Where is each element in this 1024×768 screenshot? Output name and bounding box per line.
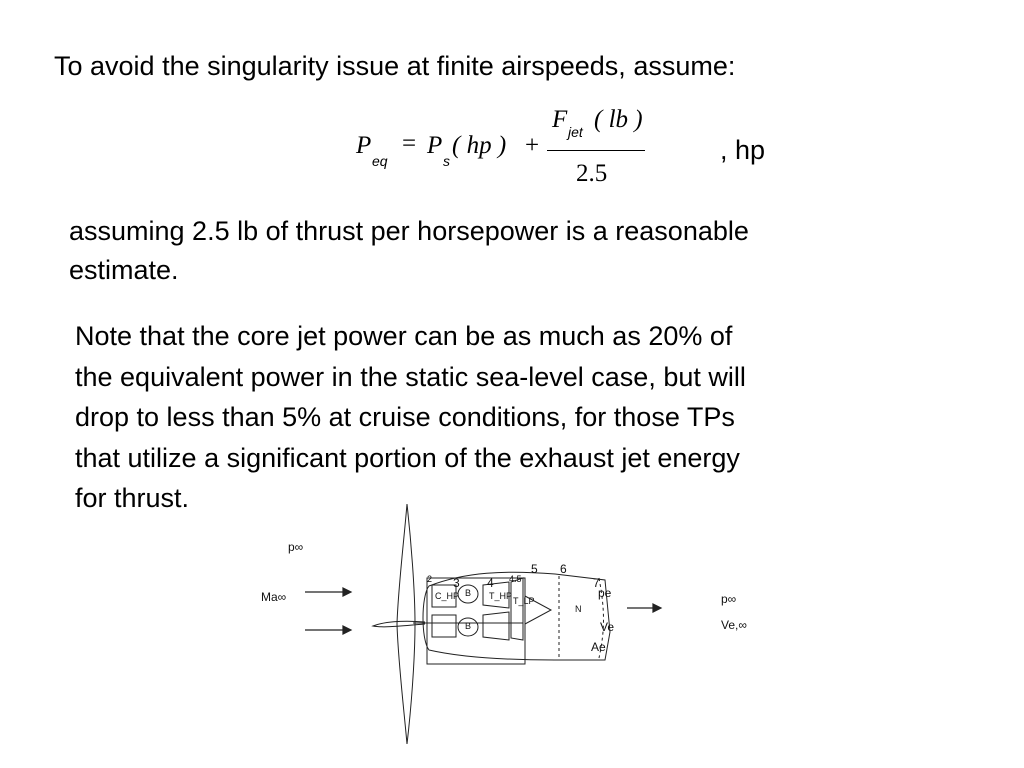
assumption-text [69, 212, 749, 290]
freestream-mach-label: Ma∞ [261, 590, 287, 604]
burner-top-label: B [465, 588, 472, 598]
far-field-velocity-label: Ve,∞ [721, 618, 747, 632]
station-label: 4.5 [509, 574, 522, 584]
equation-unit: , hp [720, 135, 766, 165]
lp-turbine-label: T_LP [513, 596, 535, 606]
turboprop-schematic [255, 500, 775, 748]
station-label: 7 [593, 576, 600, 590]
note-line: drop to less than 5% at cruise conditions, for those TPs [75, 402, 735, 432]
intro-text: To avoid the singularity issue at finite airspeeds, assume: [54, 51, 736, 81]
station-label: 5 [531, 562, 538, 576]
lower-turbine-shape [483, 612, 509, 640]
station-label: 6 [560, 562, 567, 576]
note-text [75, 316, 746, 519]
eq-equals: = [402, 130, 417, 157]
burner-bottom-label: B [465, 621, 472, 631]
turboprop-diagram [255, 500, 775, 748]
inflow-arrowhead-bottom [343, 626, 351, 634]
compressor-label: C_HP [435, 591, 460, 601]
note-line: for thrust. [75, 483, 190, 513]
station-label: 4 [487, 576, 494, 590]
propeller-blade [397, 504, 415, 744]
freestream-pressure-label: p∞ [288, 540, 304, 554]
eq-ps-argument: ( hp ) [452, 132, 507, 159]
exit-area-label: Ae [591, 640, 606, 654]
hp-turbine-label: T_HP [489, 591, 513, 601]
assumption-line: estimate. [69, 255, 179, 285]
note-line: Note that the core jet power can be as much as 20% of [75, 321, 733, 351]
eq-plus: + [525, 132, 540, 159]
assumption-line: assuming 2.5 lb of thrust per horsepower is a reasonable [69, 216, 749, 246]
eq-numerator-argument: ( lb ) [594, 106, 643, 133]
eq-denominator: 2.5 [576, 160, 608, 187]
station-label: 3 [453, 576, 460, 590]
lp-turbine-shape [511, 578, 523, 640]
eq-ps-subscript: s [443, 153, 450, 169]
far-field-pressure-label: p∞ [721, 592, 737, 606]
eq-ps-symbol: P [427, 132, 443, 159]
eq-lhs-subscript: eq [372, 153, 388, 169]
exit-velocity-label: Ve [600, 620, 615, 634]
exit-arrowhead [653, 604, 661, 612]
fraction-bar [547, 150, 645, 151]
exit-pressure-label: pe [598, 586, 612, 600]
note-line: that utilize a significant portion of the exhaust jet energy [75, 442, 740, 473]
eq-lhs-symbol: P [356, 132, 372, 159]
note-line: the equivalent power in the static sea-level case, but will [75, 361, 746, 392]
lower-compressor-block [432, 615, 456, 637]
eq-numerator-subscript: jet [568, 124, 583, 140]
nozzle-label: N [575, 604, 582, 614]
inflow-arrowhead-top [343, 588, 351, 596]
eq-numerator-symbol: F [552, 106, 568, 133]
station-label: 2 [427, 574, 433, 584]
